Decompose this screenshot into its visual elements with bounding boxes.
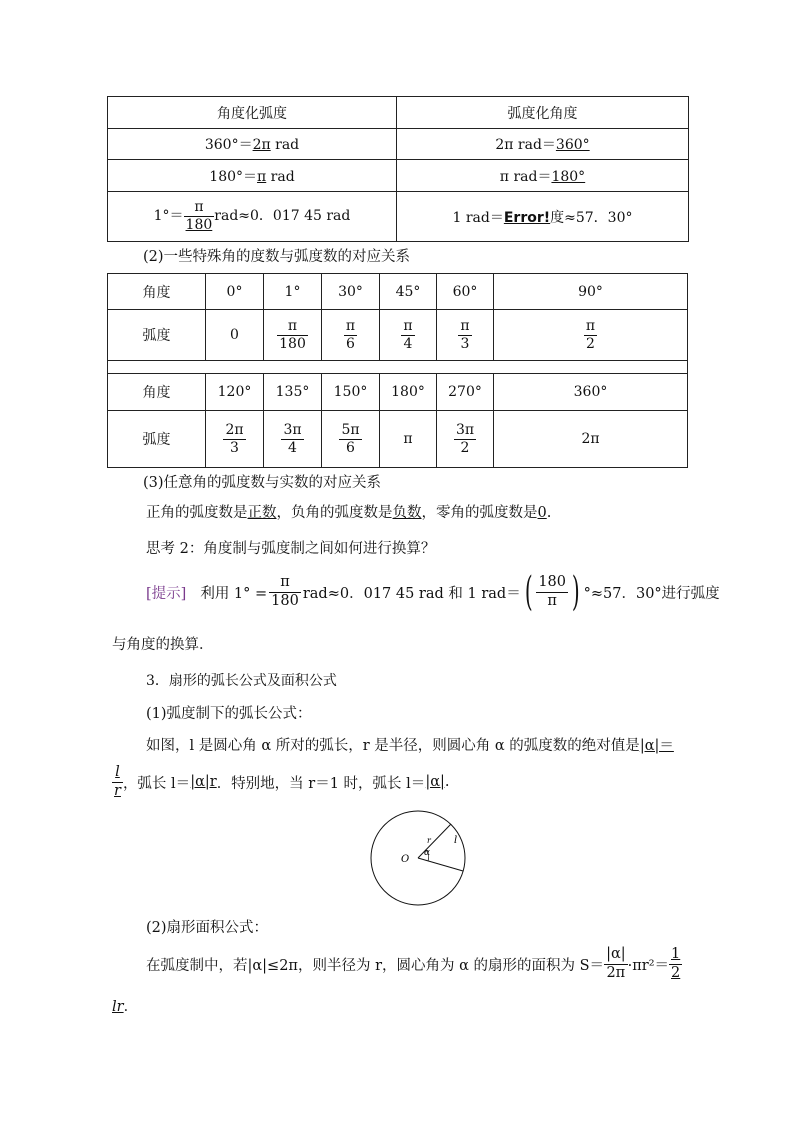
cell-1rad: 1 rad＝Error!度≈57．30°	[397, 192, 689, 242]
arc-length-paragraph: 如图，l 是圆心角 α 所对的弧长，r 是半径，则圆心角 α 的弧度数的绝对值是|α|＝	[146, 738, 674, 754]
arc-length-subtitle: (1)弧度制下的弧长公式：	[146, 706, 312, 722]
hint-continuation: 与角度的换算．	[112, 637, 214, 653]
deg-270: 270°	[437, 374, 494, 411]
rad-2pi: 2π	[494, 411, 688, 468]
radius-upper	[418, 824, 451, 858]
label-o: O	[401, 854, 410, 865]
radius-lower	[418, 858, 463, 871]
rad-pi-4: $\frac{\pi}{4}$	[380, 310, 437, 361]
rad-pi-180: $\frac{\pi}{180}$	[264, 310, 322, 361]
deg-90: 90°	[494, 274, 688, 310]
rad-2pi-3: $\frac{2\pi}{3}$	[206, 411, 264, 468]
deg-360: 360°	[494, 374, 688, 411]
cell-pi: π rad＝180°	[397, 160, 689, 192]
label-alpha: α	[424, 848, 431, 858]
deg-135: 135°	[264, 374, 322, 411]
area-subtitle: (2)扇形面积公式：	[146, 920, 269, 936]
cell-360: 360°＝2π rad	[108, 129, 397, 160]
caption-special-angles: (2)一些特殊角的度数与弧度数的对应关系	[143, 249, 411, 265]
header-rad-to-deg: 弧度化角度	[397, 97, 689, 129]
deg-0: 0°	[206, 274, 264, 310]
label-degree-2: 角度	[108, 374, 206, 411]
cell-180: 180°＝π rad	[108, 160, 397, 192]
label-radian-2: 弧度	[108, 411, 206, 468]
deg-30: 30°	[322, 274, 380, 310]
section3-title: (3)任意角的弧度数与实数的对应关系	[143, 475, 382, 491]
area-paragraph: 在弧度制中，若|α|≤2π，则半径为 r，圆心角为 α 的扇形的面积为 S＝ $\frac{|\alpha|}{2\pi}$ ·πr²＝ $\frac{1}{2}$	[146, 946, 681, 981]
deg-1: 1°	[264, 274, 322, 310]
label-degree: 角度	[108, 274, 206, 310]
deg-180: 180°	[380, 374, 437, 411]
arc-length-formula-line: $\frac{l}{r}$ ，弧长 l＝ |α|r ．特别地，当 r＝1 时，弧长 l＝ |α| .	[114, 764, 450, 799]
section3-paragraph: 正角的弧度数是正数，负角的弧度数是负数，零角的弧度数是0.	[146, 505, 552, 521]
label-radian: 弧度	[108, 310, 206, 361]
rad-pi: π	[380, 411, 437, 468]
deg-60: 60°	[437, 274, 494, 310]
sector-section-title: 3．扇形的弧长公式及面积公式	[146, 673, 337, 689]
rad-3pi-4: $\frac{3\pi}{4}$	[264, 411, 322, 468]
header-deg-to-rad: 角度化弧度	[108, 97, 397, 129]
rad-0: 0	[206, 310, 264, 361]
rad-pi-6: $\frac{\pi}{6}$	[322, 310, 380, 361]
conversion-table	[107, 96, 689, 242]
rad-3pi-2: $\frac{3\pi}{2}$	[437, 411, 494, 468]
hint-tag: [提示]	[146, 585, 187, 602]
cell-2pi: 2π rad＝360°	[397, 129, 689, 160]
think2-question: 思考 2：角度制与弧度制之间如何进行换算？	[146, 541, 436, 557]
deg-150: 150°	[322, 374, 380, 411]
error-field: Error!	[503, 209, 551, 226]
label-r: r	[427, 836, 431, 845]
hint-line: [提示] 利用 1° = $\frac{\pi}{180}$ rad≈0．017 45 rad 和 1 rad＝ ( $\frac{180}{\pi}$ ) °≈57．30°进行弧度	[146, 569, 720, 615]
table-spacer	[108, 361, 688, 374]
rad-pi-2: $\frac{\pi}{2}$	[494, 310, 688, 361]
cell-1deg: 1°＝ $\frac{\pi}{180}$ rad≈0．017 45 rad	[108, 192, 397, 242]
area-continuation: lr．	[112, 999, 139, 1015]
deg-120: 120°	[206, 374, 264, 411]
deg-45: 45°	[380, 274, 437, 310]
label-l: l	[454, 835, 458, 846]
special-angles-table	[107, 273, 688, 468]
rad-5pi-6: $\frac{5\pi}{6}$	[322, 411, 380, 468]
sector-diagram	[360, 808, 480, 908]
rad-pi-3: $\frac{\pi}{3}$	[437, 310, 494, 361]
